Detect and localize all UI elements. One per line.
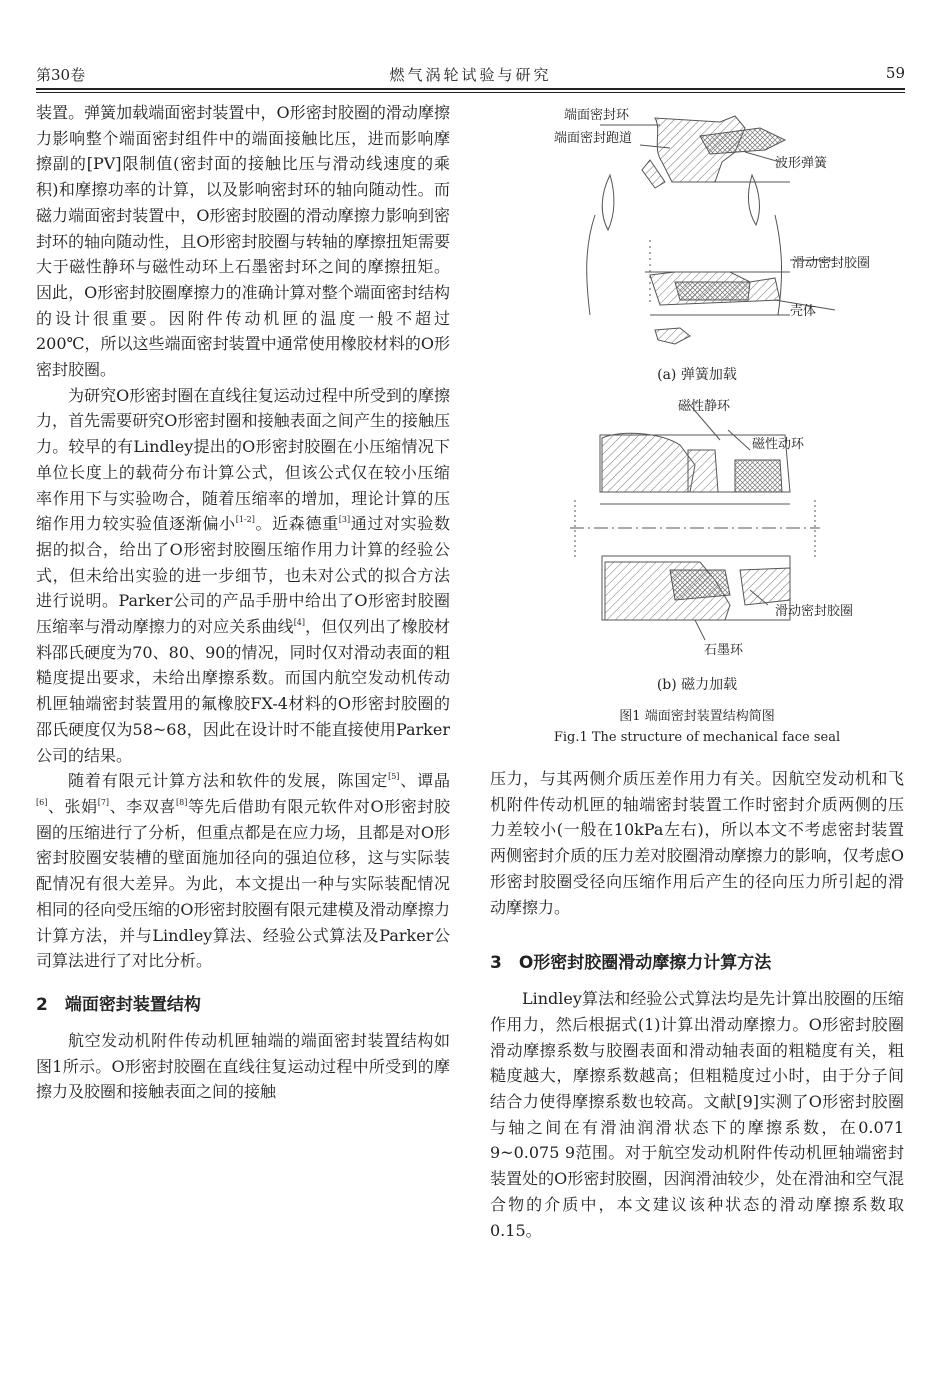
label-face-seal-ring: 端面密封环 — [564, 108, 630, 123]
section-heading: 2 端面密封装置结构 — [36, 994, 201, 1015]
label-graphite-ring: 石墨环 — [704, 643, 744, 658]
citation: [1-2] — [235, 515, 255, 525]
paragraph: 航空发动机附件传动机匣轴端的端面密封装置结构如图1所示。O形密封胶圈在直线往复运动过程中所受到的摩擦力及胶圈和接触表面之间的接触 — [36, 1030, 450, 1102]
page-number: 59 — [885, 64, 905, 82]
citation: [6] — [36, 797, 48, 807]
text-run: 等先后借助有限元软件对O形密封胶圈的压缩进行了分析，但重点都是在应力场，且都是对O形密封胶圈安装槽的壁面施加径向的强迫位移，这与实际装配情况有很大差异。为此，本文提出一种与实际装配情况相同的径向受压缩的O形密封胶圈有限元建模及滑动摩擦力计算方法，并与Lindley算法、经验公式算法及Parker公司算法进行了对比分析。 — [36, 796, 450, 971]
paragraph — [36, 383, 450, 769]
seal-diagrams — [490, 100, 904, 750]
paragraph — [36, 768, 450, 974]
text-run: 、谭晶 — [399, 771, 450, 791]
label-wave-spring: 波形弹簧 — [775, 156, 828, 171]
label-magnetic-static-ring: 磁性静环 — [678, 399, 731, 414]
text-run: ，但仅列出了橡胶材料邵氏硬度为70、80、90的情况，同时仅对滑动表面的粗糙度提出要求，未给出摩擦系数。而国内航空发动机传动机匣轴端密封装置用的氟橡胶FX-4材料的O形密封胶圈的邵氏硬度仅为58~68，因此在设计时不能直接使用Parker公司的结果。 — [36, 617, 450, 765]
paragraph: Lindley算法和经验公式算法均是先计算出胶圈的压缩作用力，然后根据式(1)计算出滑动摩擦力。O形密封胶圈滑动摩擦系数与胶圈表面和滑动轴表面的粗糙度有关，粗糙度越大，摩擦系数越高；但粗糙度过小时，由于分子间结合力使得摩擦系数也较高。文献[9]实测了O形密封胶圈与轴之间在有滑油润滑状态下的摩擦系数，在0.071 9~0.075 9范围。对于航空发动机附件传动机匣轴端密封装置处的O形密封胶圈，因润滑油较少，处在滑油和空气混合物的介质中，本文建议该种状态的滑动摩擦系数取0.15。 — [490, 989, 904, 1240]
volume-label: 第30卷 — [36, 66, 86, 84]
figure-caption-en: Fig.1 The structure of mechanical face seal — [553, 730, 841, 745]
citation: [4] — [293, 618, 306, 628]
journal-title: 燃气涡轮试验与研究 — [389, 66, 552, 84]
label-sliding-o-ring-b: 滑动密封胶圈 — [775, 604, 854, 619]
figure-1 — [490, 100, 904, 750]
header-rule-thin — [36, 92, 905, 93]
figure-caption-cn: 图1 端面密封装置结构简图 — [619, 709, 775, 724]
citation: [7] — [97, 797, 110, 807]
running-header — [36, 64, 905, 88]
label-housing: 壳体 — [790, 304, 817, 319]
text-run: 随着有限元计算方法和软件的发展，陈国定 — [68, 771, 389, 791]
paragraph: 压力，与其两侧介质压差作用力有关。因航空发动机和飞机附件传动机匣的轴端密封装置工作时密封介质两侧的压力差较小(一般在10kPa左右)，所以本文不考虑密封装置两侧密封介质的压力差对胶圈滑动摩擦力的影响，仅考虑O形密封胶圈受径向压缩作用后产生的径向压力所引起的滑动摩擦力。 — [490, 769, 904, 917]
text-run: 为研究O形密封圈在直线往复运动过程中所受到的摩擦力，首先需要研究O形密封圈和接触表面之间产生的接触压力。较早的有Lindley提出的O形密封胶圈在小压缩情况下单位长度上的载荷分布计算公式，但该公式仅在较小压缩率作用下与实验吻合，随着压缩率的增加，理论计算的压缩作用力较实验值逐渐偏小 — [36, 385, 450, 534]
citation: [8] — [176, 797, 188, 807]
subcaption-b: (b) 磁力加载 — [656, 677, 738, 693]
section-heading: 3 O形密封胶圈滑动摩擦力计算方法 — [490, 953, 772, 974]
header-rule-thick — [36, 88, 905, 90]
right-column — [490, 766, 904, 1243]
paragraph: 装置。弹簧加载端面密封装置中，O形密封胶圈的滑动摩擦力影响整个端面密封组件中的端面接触比压，进而影响摩擦副的[PV]限制值(密封面的接触比压与滑动线速度的乘积)和摩擦功率的计算，以及影响密封环的轴向随动性。而磁力端面密封装置中，O形密封胶圈的滑动摩擦力影响到密封环的轴向随动性，且O形密封胶圈与转轴的摩擦扭矩需要大于磁性静环与磁性动环上石墨密封环之间的摩擦扭矩。因此，O形密封胶圈摩擦力的准确计算对整个端面密封结构的设计很重要。因附件传动机匣的温度一般不超过200℃，所以这些端面密封装置中通常使用橡胶材料的O形密封胶圈。 — [36, 103, 450, 380]
text-run: 、李双喜 — [109, 796, 177, 816]
label-sliding-o-ring: 滑动密封胶圈 — [792, 256, 871, 271]
citation: [3] — [338, 515, 351, 525]
subcaption-a: (a) 弹簧加载 — [657, 367, 737, 383]
left-column — [36, 100, 450, 1105]
text-run: 通过对实验数据的拟合，给出了O形密封胶圈压缩作用力计算的经验公式，但未给出实验的进一步细节，也未对公式的拟合方法进行说明。Parker公司的产品手册中给出了O形密封胶圈压缩率与滑动摩擦力的对应关系曲线 — [36, 514, 450, 637]
text-run: 、张娟 — [47, 796, 98, 816]
citation: [5] — [388, 772, 400, 782]
text-run: 。近森德重 — [254, 514, 339, 534]
label-face-seal-runway: 端面密封跑道 — [554, 131, 633, 146]
label-magnetic-dynamic-ring: 磁性动环 — [752, 437, 805, 452]
